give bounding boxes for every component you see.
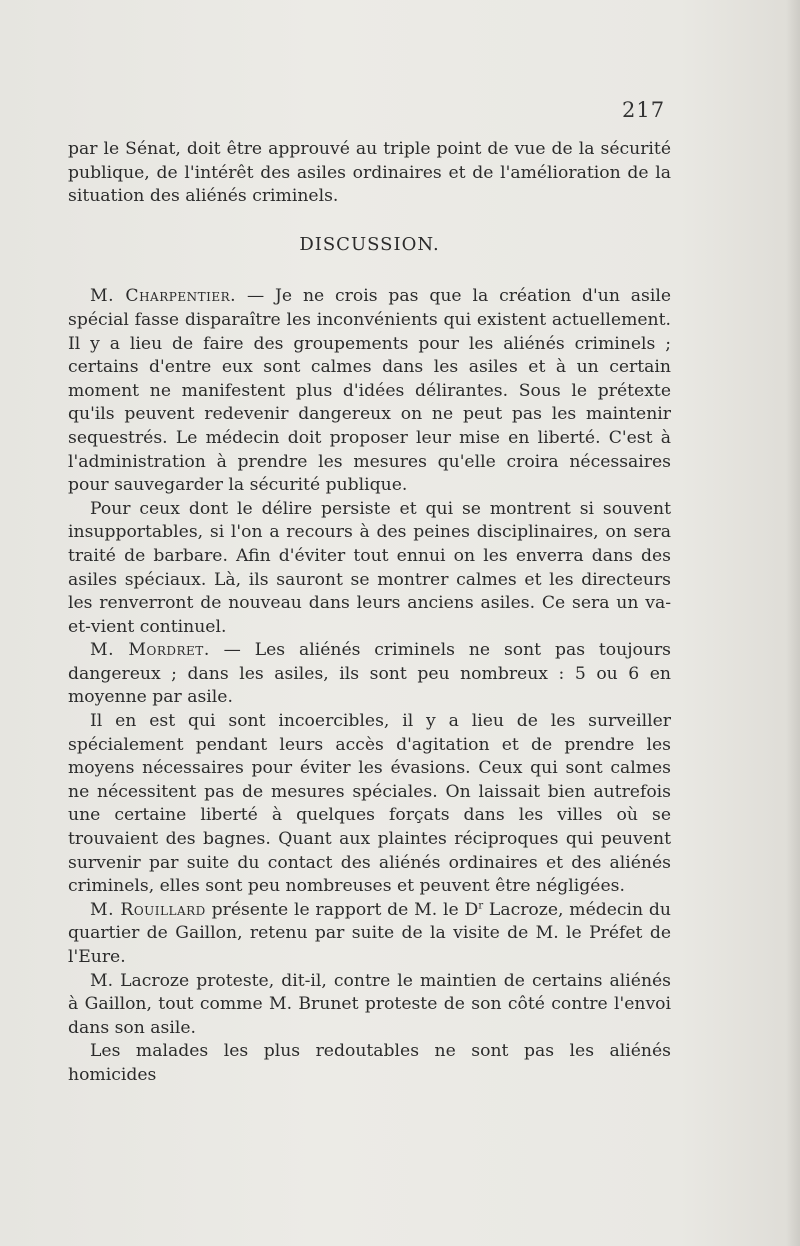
paragraph-incoercibles: Il en est qui sont incoercibles, il y a lieu de les surveiller spécialement pendant leurs accès d'agitation et de prendre les moyens nécessaires pour éviter les évasions. Ceux qui sont calmes ne nécessitent pas de mesures spéciales. On laissait bien autrefois une certaine liberté à quelques forçats dans les villes où se trouvaient des bagnes. Quant aux plaintes réciproques qui peuvent survenir par suite du contact des aliénés ordinaires et des aliénés criminels, elles sont peu nombreuses et peuvent être négligées. bbox=[68, 711, 671, 897]
speaker-name: M. Rouillard bbox=[90, 899, 206, 920]
paragraph-mordret bbox=[68, 639, 671, 710]
superscript: r bbox=[478, 900, 484, 912]
paragraph-text: — Les aliénés criminels ne sont pas toujours dangereux ; dans les asiles, ils sont peu nombreux : 5 ou 6 en moyenne par asile. bbox=[68, 640, 671, 708]
paragraph-malades: Les malades les plus redoutables ne sont pas les aliénés homicides bbox=[68, 1041, 671, 1085]
paragraph-charpentier bbox=[68, 285, 671, 497]
paragraph-delire: Pour ceux dont le délire persiste et qui se montrent si souvent insupportables, si l'on a recours à des peines disciplinaires, on sera traité de barbare. Afin d'éviter tout ennui on les enverra dans des asiles spéciaux. Là, ils sauront se montrer calmes et les directeurs les renverront de nouveau dans leurs anciens asiles. Ce sera un va-et-vient continuel. bbox=[68, 498, 671, 637]
speaker-name: M. Charpentier. bbox=[90, 286, 237, 307]
page-number: 217 bbox=[622, 98, 666, 122]
page-edge-shadow bbox=[786, 0, 800, 1246]
speaker-name: M. Mordret. bbox=[90, 640, 210, 661]
paragraph-text: Lacroze, médecin du quartier de Gaillon, retenu par suite de la visite de M. le Préfet de l'Eure. bbox=[68, 899, 671, 967]
intro-paragraph: par le Sénat, doit être approuvé au triple point de vue de la sécurité publique, de l'intérêt des asiles ordinaires et de l'amélioration de la situation des aliénés criminels. bbox=[68, 139, 671, 207]
paragraph-rouillard bbox=[68, 899, 671, 970]
section-heading: DISCUSSION. bbox=[299, 233, 440, 255]
paragraph-text: — Je ne crois pas que la création d'un asile spécial fasse disparaître les inconvénients qui existent actuellement. Il y a lieu de faire des groupements pour les aliénés criminels ; certains d'entre eux sont calmes dans les asiles et à un certain moment ne manifestent plus d'idées délirantes. Sous le prétexte qu'ils peuvent redevenir dangereux on ne peut pas les maintenir sequestrés. Le médecin doit proposer leur mise en liberté. C'est à l'administration à prendre les mesures qu'elle croira nécessaires pour sauvegarder la sécurité publique. bbox=[68, 286, 671, 496]
paragraph-text: présente le rapport de M. le D bbox=[205, 899, 479, 920]
body-text bbox=[68, 138, 671, 1088]
paragraph-lacroze: M. Lacroze proteste, dit-il, contre le maintien de certains aliénés à Gaillon, tout comme M. Brunet proteste de son côté contre l'envoi dans son asile. bbox=[68, 970, 671, 1038]
